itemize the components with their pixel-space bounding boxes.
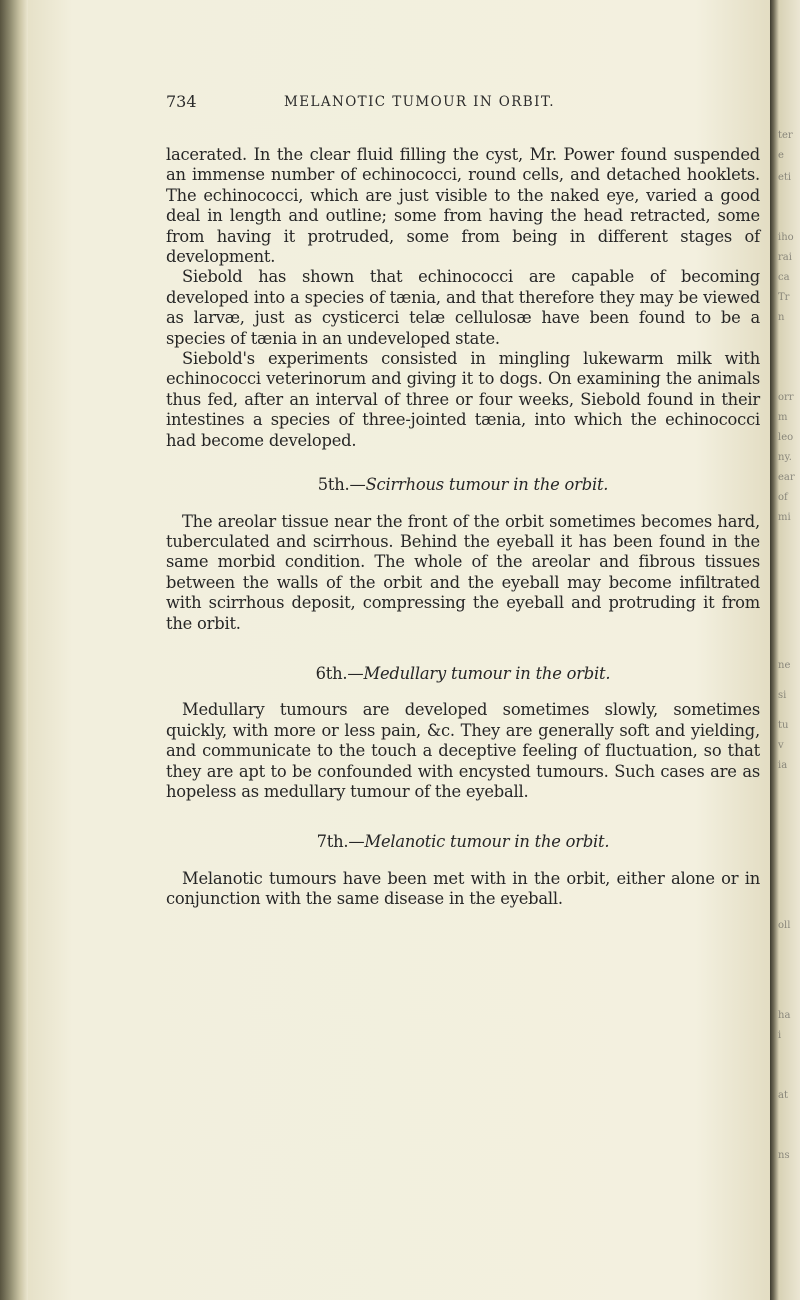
running-title: MELANOTIC TUMOUR IN ORBIT. <box>284 94 555 110</box>
page-header <box>166 92 626 116</box>
page-number: 734 <box>166 92 197 111</box>
body-text <box>166 145 760 910</box>
gutter-fragment: mi <box>778 512 791 523</box>
section-title: Melanotic tumour in the orbit. <box>364 832 610 852</box>
paragraph: Siebold's experiments consisted in mingling lukewarm milk with echinococci veterinorum and giving it to dogs. On examining the animals thus fed, after an interval of three or four weeks, Siebold found in their intestines a species of three-jointed tænia, into which the echinococci had become developed. <box>166 349 760 450</box>
gutter-fragment: rai <box>778 252 792 263</box>
gutter-fragment: Tr <box>778 292 790 303</box>
facing-page-gutter <box>770 0 800 1300</box>
gutter-fragment: oll <box>778 920 791 931</box>
gutter-fragment: ns <box>778 1150 790 1161</box>
section-heading-6 <box>166 664 760 684</box>
gutter-fragment: ha <box>778 1010 791 1021</box>
paragraph: Siebold has shown that echinococci are capable of becoming developed into a species of tænia, and that therefore they may be viewed as larvæ, just as cysticerci telæ cellulosæ have been found to be a species of tænia in an undeveloped state. <box>166 267 760 348</box>
gutter-fragment: at <box>778 1090 788 1101</box>
gutter-fragment: m <box>778 412 788 423</box>
gutter-fragment: ny. <box>778 452 792 463</box>
book-spine-edge <box>0 0 28 1300</box>
gutter-fragment: of <box>778 492 788 503</box>
gutter-fragment: i <box>778 1030 782 1041</box>
gutter-fragment: iho <box>778 232 794 243</box>
gutter-fragment: ear <box>778 472 795 483</box>
gutter-fragment: e <box>778 150 784 161</box>
gutter-fragment: ne <box>778 660 791 671</box>
section-heading-5 <box>166 475 760 495</box>
gutter-fragment: ter <box>778 130 793 141</box>
gutter-fragment: ca <box>778 272 790 283</box>
section-number: 6th.— <box>315 663 364 683</box>
section-title: Medullary tumour in the orbit. <box>363 663 611 683</box>
gutter-fragment: v <box>778 740 784 751</box>
gutter-fragment: tu <box>778 720 789 731</box>
gutter-fragment: eti <box>778 172 792 183</box>
gutter-fragment: leo <box>778 432 794 443</box>
section-number: 7th.— <box>316 832 365 852</box>
paragraph: lacerated. In the clear fluid filling the cyst, Mr. Power found suspended an immense number of echinococci, round cells, and detached hooklets. The echinococci, which are just visible to the naked eye, varied a good deal in length and outline; some from having the head retracted, some from having it protruded, some from being in different stages of development. <box>166 145 760 267</box>
paragraph: Medullary tumours are developed sometimes slowly, sometimes quickly, with more or less pain, &c. They are generally soft and yielding, and communicate to the touch a deceptive feeling of fluctuation, so that they are apt to be confounded with encysted tumours. Such cases are as hopeless as medullary tumour of the eyeball. <box>166 700 760 801</box>
gutter-fragment: orr <box>778 392 794 403</box>
gutter-fragment: ia <box>778 760 788 771</box>
section-heading-7 <box>166 832 760 852</box>
paragraph: Melanotic tumours have been met with in the orbit, either alone or in conjunction with the same disease in the eyeball. <box>166 868 760 909</box>
section-title: Scirrhous tumour in the orbit. <box>365 475 609 495</box>
gutter-fragment: si <box>778 690 787 701</box>
gutter-fragment: n <box>778 312 785 323</box>
paragraph: The areolar tissue near the front of the orbit sometimes becomes hard, tuberculated and scirrhous. Behind the eyeball it has been found in the same morbid condition. The whole of the areolar and fibrous tissues between the walls of the orbit and the eyeball may become infiltrated with scirrhous deposit, compressing the eyeball and protruding it from the orbit. <box>166 511 760 633</box>
section-number: 5th.— <box>317 475 366 495</box>
